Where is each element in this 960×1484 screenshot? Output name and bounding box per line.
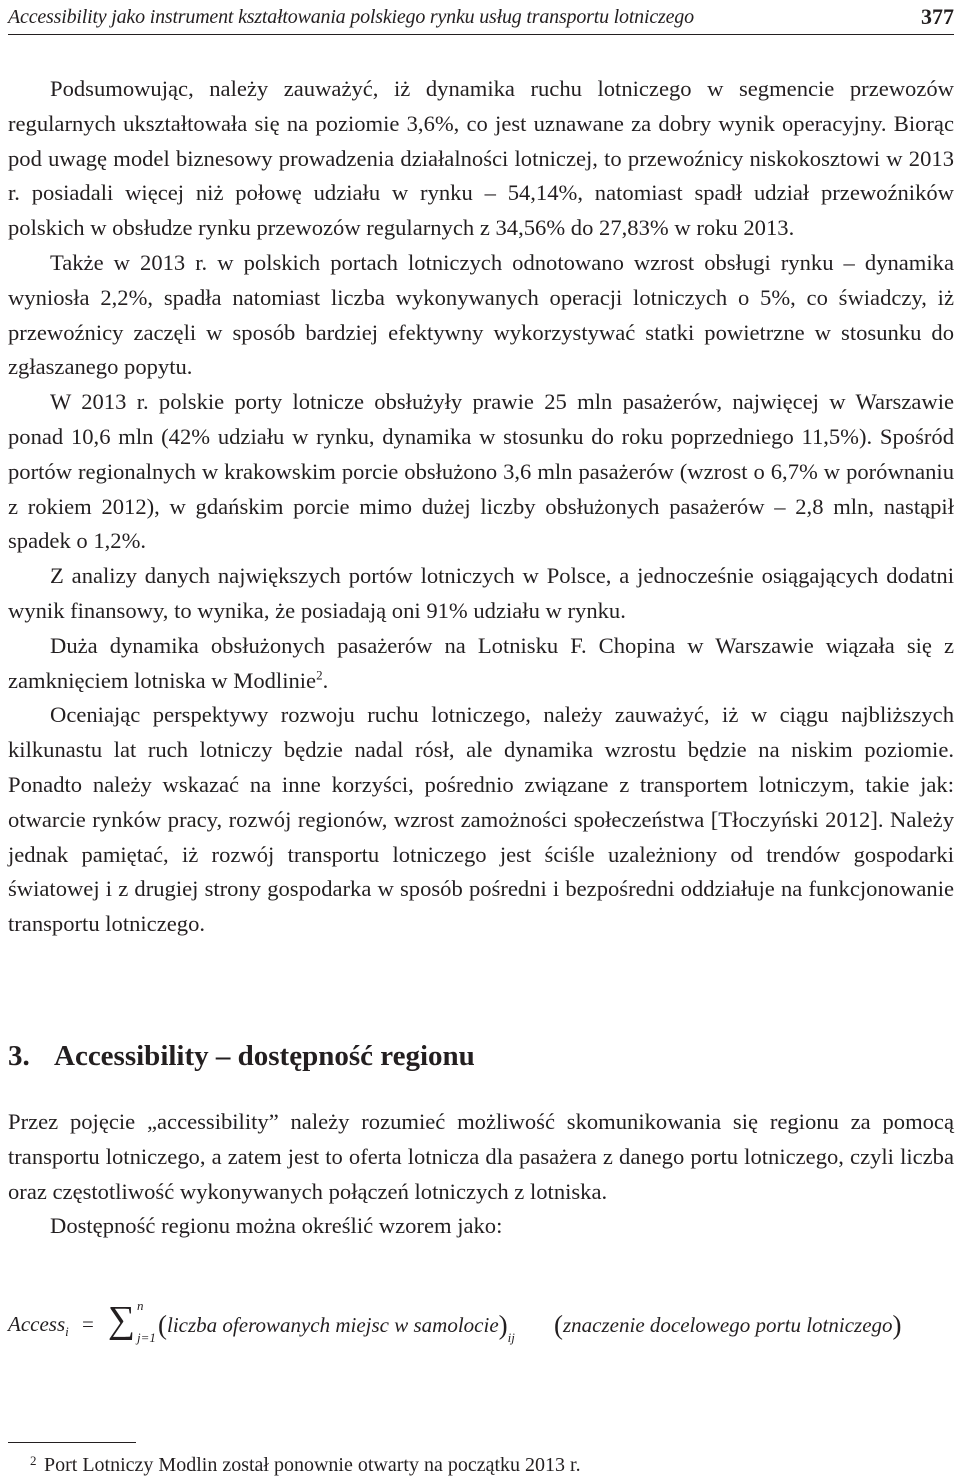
open-paren: ( <box>158 1310 167 1340</box>
section-body-text <box>8 1105 954 1244</box>
paragraph-summary: Podsumowując, należy zauważyć, iż dynamika ruchu lotniczego w segmencie przewozów regularnych ukształtowała się na poziomie 3,6%, co jest uznawane za dobry wynik operacyjny. Biorąc pod uwagę model biznesowy prowadzenia działalności lotniczej, to przewoźnicy niskokosztowi w 2013 r. posiadali więcej niż połowę udziału w rynku – 54,14%, natomiast spadł udział przewoźników polskich w obsłudze rynku przewozów regularnych z 34,56% do 27,83% w roku 2013. <box>8 76 954 241</box>
section-heading <box>8 1036 475 1076</box>
paragraph-chopin <box>8 629 954 699</box>
formula-factor-importance-text: znaczenie docelowego portu lotniczego <box>563 1313 893 1337</box>
formula-factor-importance <box>554 1310 902 1341</box>
footnote-mark: 2 <box>30 1453 37 1468</box>
formula-factor-seats <box>158 1310 515 1346</box>
summation-icon: ∑ <box>108 1299 136 1341</box>
running-header <box>8 2 954 32</box>
footnote-text: Port Lotniczy Modlin został ponownie otwarty na początku 2013 r. <box>44 1454 581 1476</box>
footnote-rule <box>8 1442 136 1443</box>
close-paren: ) <box>892 1310 902 1340</box>
section-title: Accessibility – dostępność regionu <box>54 1040 475 1072</box>
footnote-reference[interactable]: 2 <box>316 667 323 683</box>
section-number: 3. <box>8 1040 30 1072</box>
accessibility-formula <box>8 1298 954 1354</box>
formula-factor-seats-text: liczba oferowanych miejsc w samolocie <box>167 1313 499 1337</box>
body-text <box>8 72 954 942</box>
paragraph-analysis: Z analizy danych największych portów lotniczych w Polsce, a jednocześnie osiągających dodatni wynik finansowy, to wynika, że posiadają oni 91% udziału w rynku. <box>8 563 954 623</box>
page-number: 377 <box>921 4 954 29</box>
paragraph-ports-2013: Także w 2013 r. w polskich portach lotniczych odnotowano wzrost obsługi rynku – dynamika wyniosła 2,2%, spadła natomiast liczba wykonywanych operacji lotniczych o 5%, co świadczy, iż przewoźnicy zaczęli w sposób bardziej efektywny wykorzystywać statki powietrzne w stosunku do zgłaszanego popytu. <box>8 249 954 380</box>
formula-lhs <box>8 1312 69 1340</box>
paragraph-perspectives: Oceniając perspektywy rozwoju ruchu lotniczego, należy zauważyć, iż w ciągu najbliższych kilkunastu lat ruch lotniczy będzie nadal rósł, ale dynamika wzrostu będzie na niskim poziomie. Ponadto należy wskazać na inne korzyści, pośrednio związane z transportem lotniczym, takie jak: otwarcie rynków pracy, rozwój regionów, wzrost zamożności społeczeństwa [Tłoczyński 2012]. Należy jednak pamiętać, iż rozwój transportu lotniczego jest ściśle uzależniony od trendów gospodarki światowej i z drugiej strony gospodarka w sposób pośredni i bezpośredni oddziałuje na funkcjonowanie transportu lotniczego. <box>8 702 954 937</box>
formula-lhs-subscript: i <box>65 1324 69 1340</box>
summation-upper-limit: n <box>137 1298 144 1313</box>
open-paren: ( <box>554 1310 563 1340</box>
paragraph-formula-intro: Dostępność regionu można określić wzorem jako: <box>50 1213 503 1239</box>
paragraph-accessibility-definition: Przez pojęcie „accessibility” należy rozumieć możliwość skomunikowania się regionu za pomocą transportu lotniczego, a zatem jest to oferta lotnicza dla pasażera z danego portu lotniczego, czyli liczba oraz częstotliwość wykonywanych połączeń lotniczych z lotniska. <box>8 1109 954 1204</box>
formula-equals: = <box>82 1312 94 1336</box>
paragraph-chopin-end: . <box>322 667 329 693</box>
paragraph-passengers: W 2013 r. polskie porty lotnicze obsłużyły prawie 25 mln pasażerów, najwięcej w Warszawie ponad 10,6 mln (42% udziału w rynku, dynamika w stosunku do roku poprzedniego 11,5%). Spośród portów regionalnych w krakowskim porcie obsłużono 3,6 mln pasażerów (wzrost o 6,7% w porównaniu z rokiem 2012), w gdańskim porcie mimo dużej liczby obsłużonych pasażerów – 2,8 mln, nastąpił spadek o 1,2%. <box>8 389 954 554</box>
paragraph-chopin-text: Duża dynamika obsłużonych pasażerów na Lotnisku F. Chopina w Warszawie wiązała się z zamknięciem lotniska w Modlinie <box>8 632 954 693</box>
formula-factor-seats-subscript: ij <box>507 1330 515 1345</box>
close-paren: ) <box>498 1310 508 1340</box>
header-rule <box>8 34 954 35</box>
formula-lhs-symbol: Access <box>8 1312 66 1336</box>
summation-lower-limit: j=1 <box>137 1330 156 1345</box>
footnote <box>8 1452 954 1478</box>
running-title: Accessibility jako instrument kształtowania polskiego rynku usług transportu lotniczego <box>8 6 694 28</box>
